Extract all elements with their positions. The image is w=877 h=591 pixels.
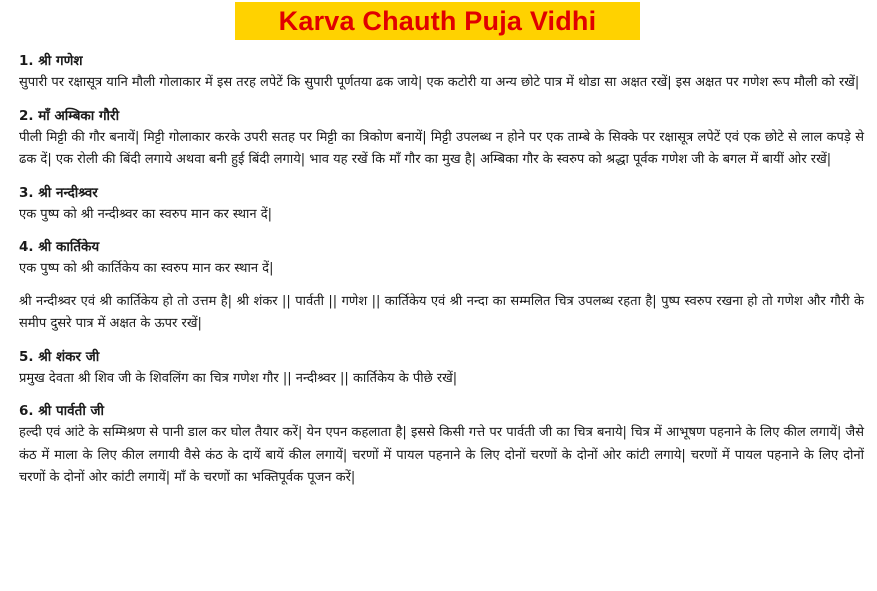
page-title: Karva Chauth Puja Vidhi	[278, 5, 597, 36]
section-paragraph: सुपारी पर रक्षासूत्र यानि मौली गोलाकार में इस तरह लपेटें कि सुपारी पूर्णतया ढक जाये| एक कटोरी या अन्य छोटे पात्र में थोडा सा अक्षत रखें| इस अक्षत पर गणेश रूप मौली को रखें|	[19, 75, 860, 90]
section-shri-kartikeya	[19, 236, 864, 336]
section-paragraph: एक पुष्प को श्री कार्तिकेय का स्वरुप मान कर स्थान दें|	[19, 261, 274, 276]
section-shri-shankar-ji	[19, 346, 864, 391]
section-shri-parvati-ji	[19, 400, 864, 490]
article-body	[19, 50, 864, 500]
section-heading: 5. श्री शंकर जी	[19, 348, 100, 365]
section-shri-ganesh	[19, 50, 864, 95]
section-heading: 6. श्री पार्वती जी	[19, 403, 105, 419]
section-paragraph: पीली मिट्टी की गौर बनायें| मिट्टी गोलाकार करके उपरी सतह पर मिट्टी का त्रिकोण बनायें| मिट्टी उपलब्ध न होने पर एक ताम्बे के सिक्के पर रक्षासूत्र लपेटें एवं एक छोटे से लाल कपड़े से ढक दें| एक रोली की बिंदी लगाये अथवा बनी हुई बिंदी लगाये| भाव यह रखें कि माँ गौर का मुख है| अम्बिका गौर के स्वरुप को श्रद्धा पूर्वक गणेश जी के बगल में बायीं ओर रखें|	[19, 129, 864, 167]
section-paragraph: हल्दी एवं आंटे के सम्मिश्रण से पानी डाल कर घोल तैयार करें| येन एपन कहलाता है| इससे किसी गत्ते पर पार्वती जी का चित्र बनाये| चित्र में आभूषण पहनाने के लिए कील लगायें| जैसे कंठ में माला के लिए कील लगायी वैसे कंठ के दायें बायें कील लगायें| चरणों में पायल पहनाने के लिए दोनों चरणों के दोनों ओर कांटी लगाये| चरणों में पायल पहनाने के लिए दोनों चरणों के दोनों ओर कांटी लगायें| माँ के चरणों का भक्तिपूर्वक पूजन करें|	[19, 425, 864, 485]
section-paragraph: श्री नन्दीश्र्वर एवं श्री कार्तिकेय हो तो उत्तम है| श्री शंकर || पार्वती || गणेश || कार्तिकेय एवं श्री नन्दा का सम्मलित चित्र उपलब्ध रहता है| पुष्प स्वरुप रखना हो तो गणेश और गौरी के समीप दुसरे पात्र में अक्षत के ऊपर रखें|	[19, 293, 864, 331]
section-maa-ambika-gauri	[19, 105, 864, 172]
section-heading: 2. माँ अम्बिका गौरी	[19, 107, 120, 124]
section-heading: 4. श्री कार्तिकेय	[19, 239, 100, 255]
section-heading: 3. श्री नन्दीश्र्वर	[19, 184, 98, 201]
section-paragraph: एक पुष्प को श्री नन्दीश्र्वर का स्वरुप मान कर स्थान दें|	[19, 206, 273, 222]
title-banner	[235, 2, 640, 40]
section-shri-nandishwar	[19, 182, 864, 227]
section-heading: 1. श्री गणेश	[19, 53, 83, 69]
section-paragraph: प्रमुख देवता श्री शिव जी के शिवलिंग का चित्र गणेश गौर || नन्दीश्र्वर || कार्तिकेय के पीछे रखें|	[19, 370, 458, 386]
